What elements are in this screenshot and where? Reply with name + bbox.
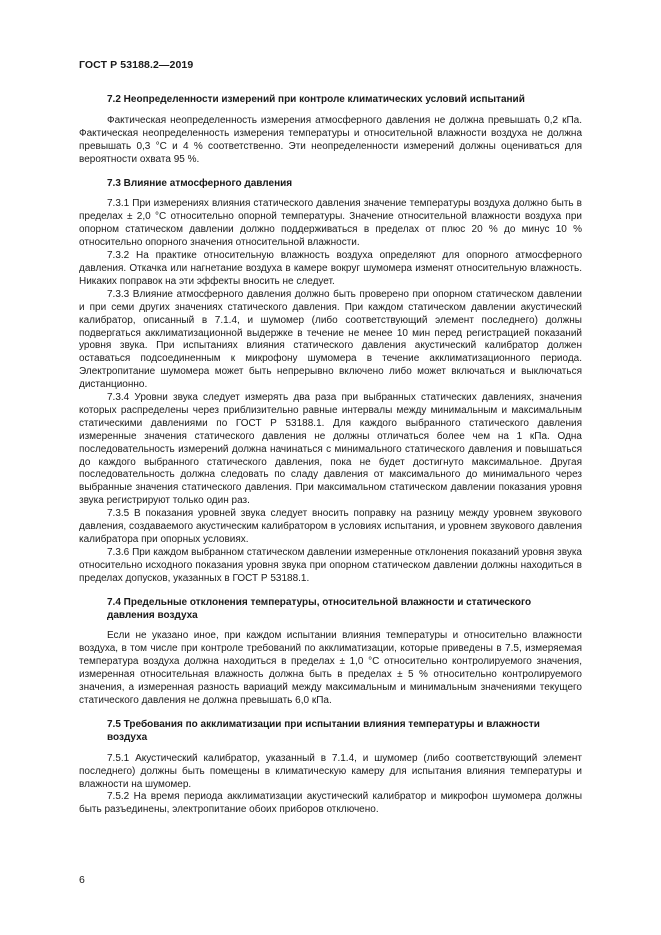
paragraph: 7.3.6 При каждом выбранном статическом давлении измеренные отклонения показаний уровня звука относительно исходного показания уровня звука при опорном статическом давлении должны находиться в пределах допусков, указанных в ГОСТ Р 53188.1. [79, 546, 582, 584]
section-heading: 7.4 Предельные отклонения температуры, относительной влажности и статического давления воздуха [107, 596, 532, 621]
document-body [79, 94, 582, 817]
paragraph: 7.3.3 Влияние атмосферного давления должно быть проверено при опорном статическом давлении и при семи других значениях статического давления. При каждом статическом давлении акустический калибратор, описанный в 7.1.4, и шумомер (либо соответствующий элемент последнего) должны подвергаться акклиматизационной выдержке в течение не менее 10 мин перед регистрацией показаний уровня звука. При испытаниях влияния статического давления акустический калибратор должен оставаться подсоединенным к микрофону шумомера в течение акклиматизационного периода. Электропитание шумомера может быть непрерывно включено либо может включаться и выключаться дистанционно. [79, 288, 582, 391]
paragraph: 7.5.2 На время периода акклиматизации акустический калибратор и микрофон шумомера должны быть разъединены, электропитание обоих приборов отключено. [79, 791, 582, 816]
section-heading: 7.3 Влияние атмосферного давления [107, 177, 293, 189]
page-number: 6 [79, 874, 85, 886]
paragraph: 7.3.4 Уровни звука следует измерять два раза при выбранных статических давлениях, значения которых распределены через приблизительно равные интервалы между минимальным и максимальным статическими давлениями по ГОСТ Р 53188.1. Для каждого выбранного статического давления измеренные значения статического давления не должны отличаться более чем на 1 кПа. Одна последовательность измерений должна начинаться с минимального статического давления и повышаться до каждого выбранного статического давления, пока не будет достигнуто максимальное. Другая последовательность должна следовать по сладу давления от максимального до минимального через выбранные значения статического давления. При максимальном статическом давлении показания уровня звука регистрируют только один раз. [79, 392, 582, 507]
paragraph: 7.3.5 В показания уровней звука следует вносить поправку на разницу между уровнем звукового давления, создаваемого акустическим калибратором в условиях испытания, и уровнем звукового давления калибратора при опорных условиях. [79, 508, 582, 545]
paragraph: Фактическая неопределенность измерения атмосферного давления не должна превышать 0,2 кПа. Фактическая неопределенность измерения температуры и относительной влажности воздуха не должна превышать 0,3 °C и 4 % соответственно. Эти неопределенности измерений должны оцениваться для вероятности охвата 95 %. [79, 114, 582, 165]
paragraph: 7.3.2 На практике относительную влажность воздуха определяют для опорного атмосферного давления. Откачка или нагнетание воздуха в камере вокруг шумомера изменят относительную влажность. Никаких поправок на эти эффекты вносить не следует. [79, 250, 582, 287]
paragraph: 7.5.1 Акустический калибратор, указанный в 7.1.4, и шумомер (либо соответствующий элемент последнего) должны быть помещены в климатическую камеру для испытания влияния температуры и влажности на шумомер. [79, 752, 582, 790]
document-header: ГОСТ Р 53188.2—2019 [79, 59, 194, 71]
section-heading: 7.2 Неопределенности измерений при контроле климатических условий испытаний [107, 94, 525, 105]
paragraph: Если не указано иное, при каждом испытании влияния температуры и относительно влажности воздуха, в том числе при контроле требований по акклиматизации, которые приведены в 7.5, измеряемая температура воздуха должна находиться в пределах ± 1,0 °C относительно контролируемого значения, измеренная относительная влажность должна быть в пределах ± 5 % относительно контролируемого значения, а измеренная разность вариаций между максимальным и минимальным значениями текущего статического давления не должна превышать 6,0 кПа. [79, 630, 582, 706]
paragraph: 7.3.1 При измерениях влияния статического давления значение температуры воздуха должно быть в пределах ± 2,0 °C относительно опорной температуры. Значение относительной влажности воздуха при опорном статическом давлении должно поддерживаться в пределах от плюс 20 % до минус 10 % относительно опорного значения относительной влажности. [79, 198, 582, 249]
section-heading: 7.5 Требования по акклиматизации при испытании влияния температуры и влажности воздуха [107, 718, 540, 743]
